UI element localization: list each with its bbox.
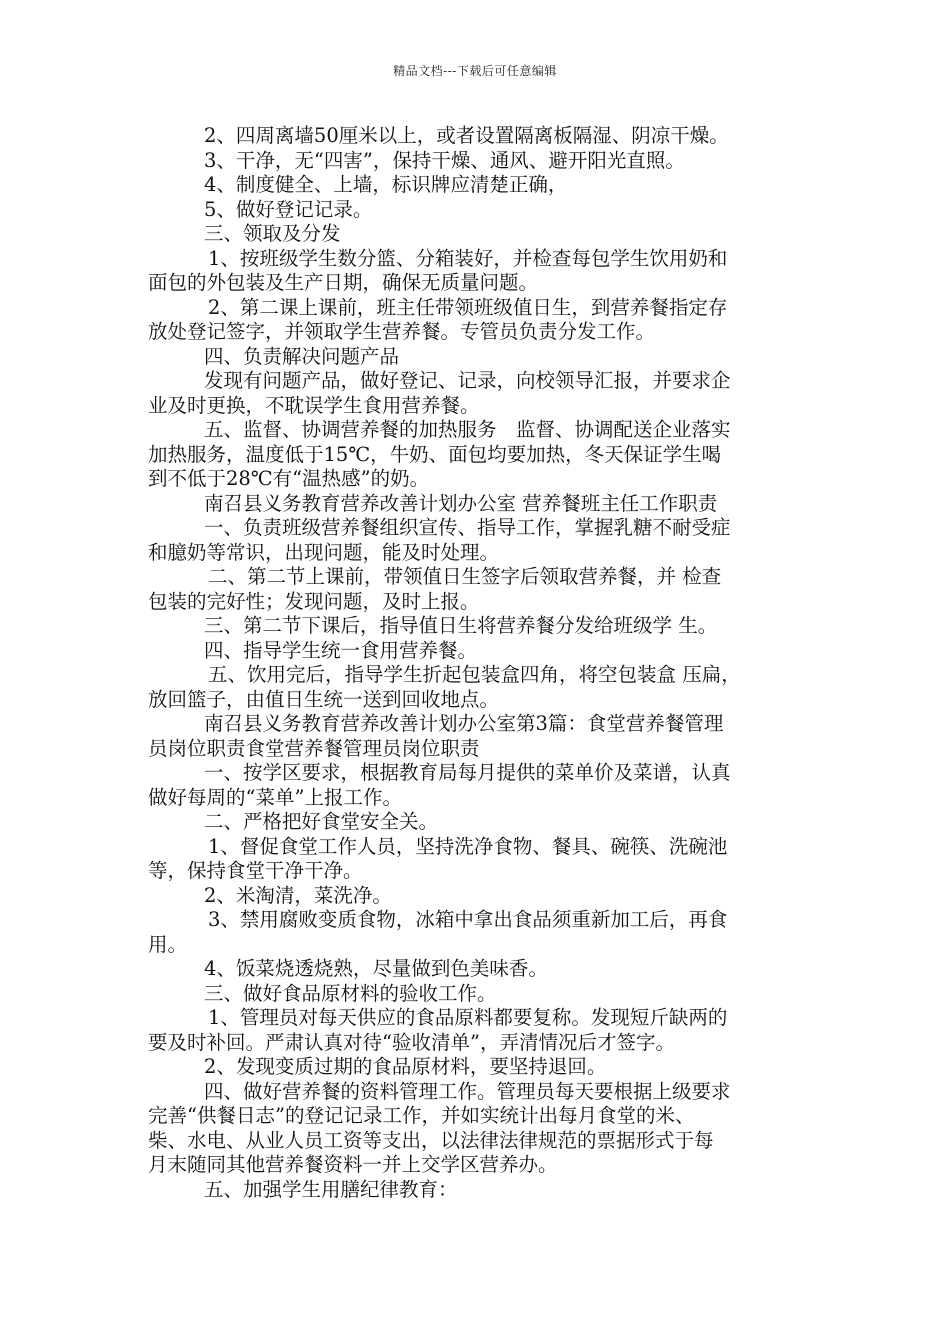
text-line: 三、做好食品原材料的验收工作。	[204, 981, 497, 1005]
text-line: 1、管理员对每天供应的食品原料都要复称。发现短斤缺两的	[208, 1006, 728, 1029]
text-line: 五、加强学生用膳纪律教育：	[204, 1177, 458, 1201]
text-line: 要及时补回。严肃认真对待“验收清单”，弄清情况后才签字。	[148, 1030, 675, 1054]
document-body	[148, 124, 812, 1202]
text-line: 放处登记签字，并领取学生营养餐。专管员负责分发工作。	[148, 320, 656, 343]
text-line: 到不低于28℃有“温热感”的奶。	[148, 467, 430, 490]
text-line: 三、第二节下课后，指导值日生将营养餐分发给班级学 生。	[204, 614, 718, 637]
text-line: 四、负责解决问题产品	[204, 344, 400, 368]
text-line: 做好每周的“菜单”上报工作。	[148, 785, 402, 809]
text-line: 2、米淘清，菜洗净。	[204, 883, 392, 907]
text-line: 加热服务，温度低于15℃，牛奶、面包均要加热，冬天保证学生喝	[148, 442, 722, 466]
text-line: 2、四周离墙50厘米以上，或者设置隔离板隔湿、阴凉干燥。	[204, 124, 729, 147]
text-line: 用。	[148, 932, 188, 956]
text-line: 五、饮用完后，指导学生折起包装盒四角，将空包装盒 压扁，	[208, 663, 741, 686]
text-line: 2、第二课上课前，班主任带领班级值日生，到营养餐指定存	[208, 295, 728, 319]
text-line: 业及时更换，不耽误学生食用营养餐。	[148, 393, 480, 417]
text-line: 员岗位职责食堂营养餐管理员岗位职责	[148, 736, 480, 760]
text-line: 四、做好营养餐的资料管理工作。管理员每天要根据上级要求	[204, 1079, 731, 1103]
text-line: 包装的完好性；发现问题，及时上报。	[148, 589, 480, 613]
text-line: 3、禁用腐败变质食物，冰箱中拿出食品须重新加工后，再食	[208, 908, 728, 931]
text-line: 2、发现变质过期的食品原材料，要坚持退回。	[204, 1055, 607, 1078]
text-line: 四、指导学生统一食用营养餐。	[204, 638, 478, 662]
text-line: 一、负责班级营养餐组织宣传、指导工作，掌握乳糖不耐受症	[204, 516, 731, 539]
text-line: 4、饭菜烧透烧熟，尽量做到色美味香。	[204, 957, 548, 980]
text-line: 4、制度健全、上墙，标识牌应清楚正确，	[204, 173, 568, 196]
text-line: 南召县义务教育营养改善计划办公室 营养餐班主任工作职责	[204, 491, 718, 515]
text-line: 3、干净，无“四害”，保持干燥、通风、避开阳光直照。	[204, 148, 685, 172]
text-line: 完善“供餐日志”的登记记录工作，并如实统计出每月食堂的米、	[148, 1104, 695, 1127]
text-line: 月末随同其他营养餐资料一并上交学区营养办。	[148, 1153, 558, 1176]
text-line: 二、严格把好食堂安全关。	[204, 810, 439, 833]
text-line: 一、按学区要求，根据教育局每月提供的菜单价及菜谱，认真	[204, 761, 731, 784]
text-line: 南召县义务教育营养改善计划办公室第3篇：食堂营养餐管理	[204, 712, 724, 735]
text-line: 二、第二节上课前，带领值日生签字后领取营养餐，并 检查	[208, 565, 722, 588]
text-line: 放回篮子，由值日生统一送到回收地点。	[148, 687, 500, 711]
page-header: 精品文档---下载后可任意编辑	[393, 64, 557, 78]
text-line: 柴、水电、从业人员工资等支出，以法律法律规范的票据形式于每	[148, 1128, 714, 1152]
text-line: 三、领取及分发	[204, 222, 341, 245]
text-line: 5、做好登记记录。	[204, 197, 373, 221]
text-line: 1、督促食堂工作人员，坚持洗净食物、餐具、碗筷、洗碗池	[208, 834, 728, 858]
text-line: 面包的外包装及生产日期，确保无质量问题。	[148, 271, 539, 294]
text-line: 和臆奶等常识，出现问题，能及时处理。	[148, 540, 500, 564]
text-line: 1、按班级学生数分篮、分箱装好，并检查每包学生饮用奶和	[208, 246, 728, 270]
text-line: 发现有问题产品，做好登记、记录，向校领导汇报，并要求企	[204, 369, 731, 392]
text-line: 等，保持食堂干净干净。	[148, 859, 363, 882]
text-line: 五、监督、协调营养餐的加热服务 监督、协调配送企业落实	[204, 418, 731, 441]
